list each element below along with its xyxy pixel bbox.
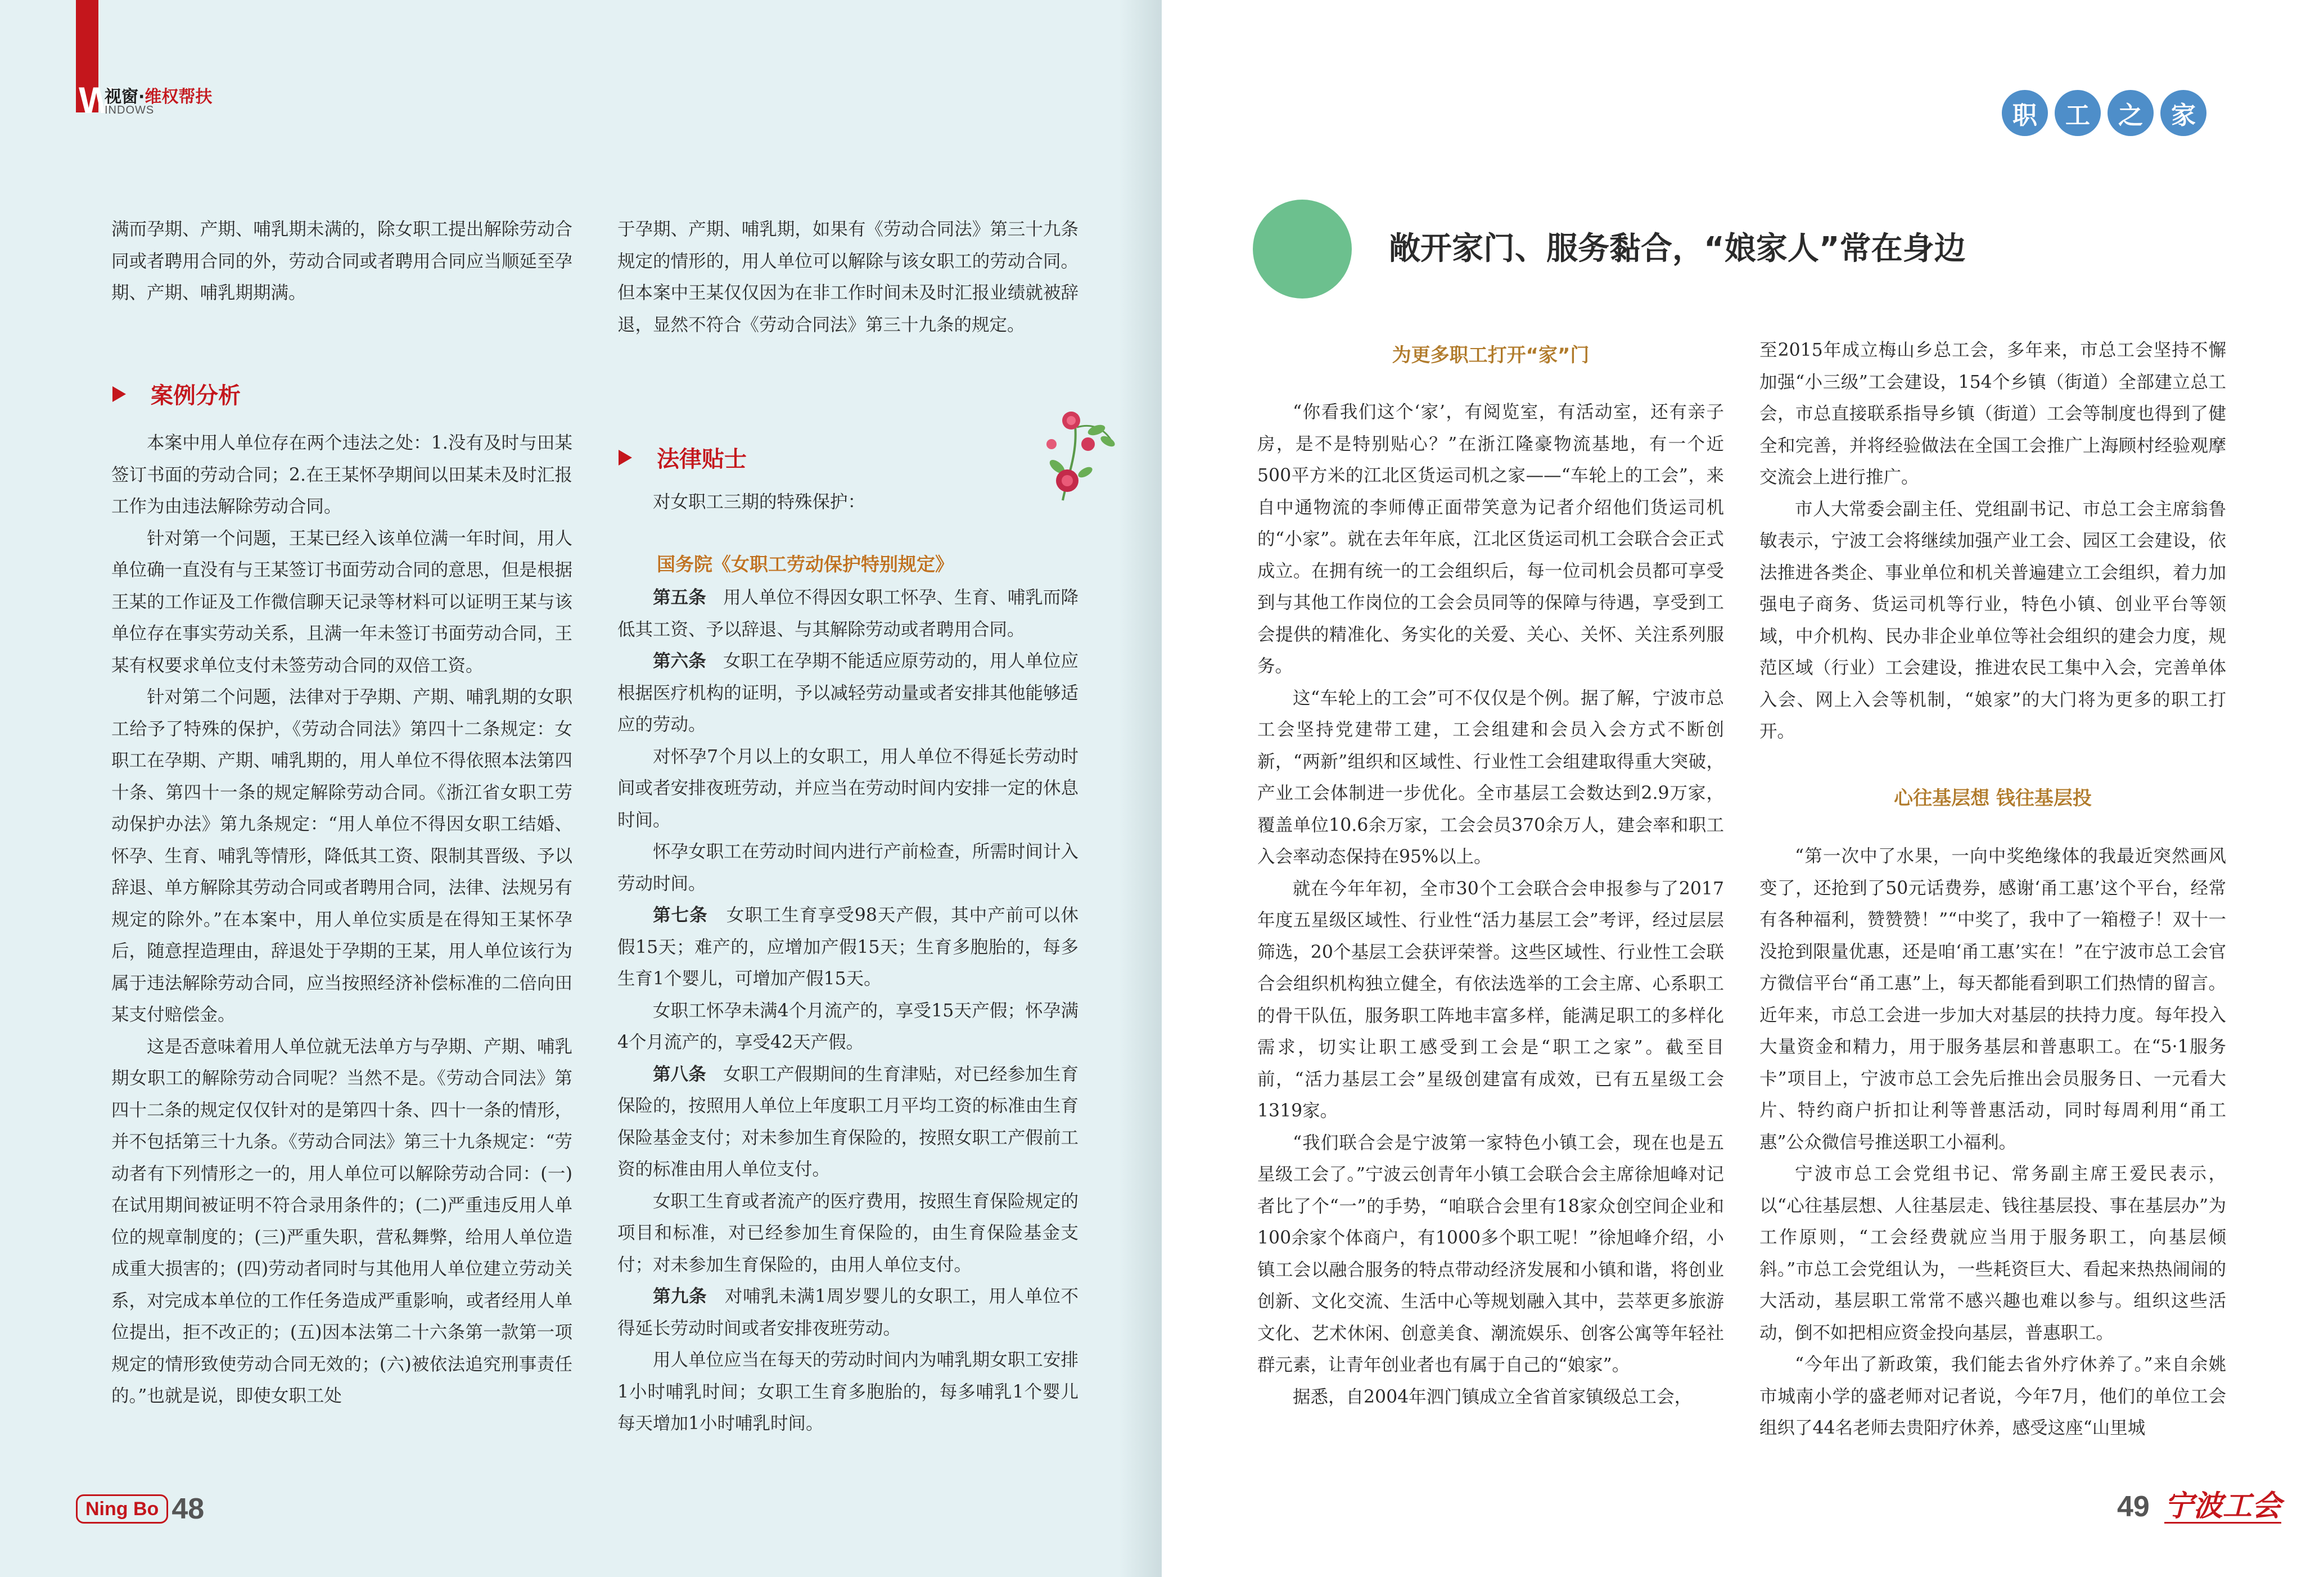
section-tag-initial: W xyxy=(79,79,114,121)
paragraph: 针对第二个问题，法律对于孕期、产期、哺乳期的女职工给予了特殊的保护，《劳动合同法》第四十二条规定：女职工在孕期、产期、哺乳期的，用人单位不得依照本法第四十条、第四十一条的规定解除劳动合同。《浙江省女职工劳动保护办法》第九条规定：“用人单位不得因女职工结婚、怀孕、生育、哺乳等情形，降低其工资、限制其晋级、予以辞退、单方解除其劳动合同或者聘用合同，法律、法规另有规定的除外。”在本案中，用人单位实质是在得知王某怀孕后，随意捏造理由，辞退处于孕期的王某，用人单位该行为属于违法解除劳动合同，应当按照经济补偿标准的二倍向田某支付赔偿金。 xyxy=(111,687,572,1025)
right-col-2-top xyxy=(1759,335,2226,748)
left-col-1-top xyxy=(111,214,572,309)
paragraph: 本案中用人单位存在两个违法之处：1.没有及时与田某签订书面的劳动合同；2.在王某怀孕期间以田某未及时汇报工作为由违法解除劳动合同。 xyxy=(111,433,572,517)
article-paragraph xyxy=(617,582,1078,645)
paragraph: 市人大常委会副主任、党组副书记、市总工会主席翁鲁敏表示，宁波工会将继续加强产业工会、园区工会建设，依法推进各类企、事业单位和机关普遍建立工会组织，着力加强电子商务、货运司机等行业，特色小镇、创业平台等领域，中介机构、民办非企业单位等社会组织的建会力度，规范区域（行业）工会建设，推进农民工集中入会，完善单体入会、网上入会等机制，“娘家”的大门将为更多的职工打开。 xyxy=(1759,499,2226,742)
triangle-bullet-icon xyxy=(619,450,632,466)
tagline-char: 职 xyxy=(2002,90,2048,136)
left-col-2-articles xyxy=(617,582,1078,1440)
tagline-char: 家 xyxy=(2160,90,2206,136)
paragraph: 女职工怀孕未满4个月流产的，享受15天产假；怀孕满4个月流产的，享受42天产假。 xyxy=(617,1000,1078,1052)
page-number: 48 xyxy=(172,1493,205,1525)
tagline-char: 工 xyxy=(2055,90,2101,136)
paragraph: 怀孕女职工在劳动时间内进行产前检查，所需时间计入劳动时间。 xyxy=(617,842,1078,894)
paragraph: 针对第一个问题，王某已经入该单位满一年时间，用人单位确一直没有与王某签订书面劳动合同的意思，但是根据王某的工作证及工作微信聊天记录等材料可以证明王某与该单位存在事实劳动关系，且满一年未签订书面劳动合同，王某有权要求单位支付未签劳动合同的双倍工资。 xyxy=(111,528,572,676)
article-text: 女职工产假期间的生育津贴，对已经参加生育保险的，按照用人单位上年度职工月平均工资的标准由生育保险基金支付；对未参加生育保险的，按照女职工产假前工资的标准由用人单位支付。 xyxy=(617,1064,1078,1180)
article-lead: 第八条 xyxy=(653,1063,706,1085)
paragraph: 宁波市总工会党组书记、常务副主席王爱民表示，以“心往基层想、人往基层走、钱往基层投、事在基层办”为工作原则，“工会经费就应当用于服务职工，向基层倾斜。”市总工会党组认为，一些耗资巨大、看起来热热闹闹的大活动，基层职工常常不感兴趣也难以参与。组织这些活动，倒不如把相应资金投向基层，普惠职工。 xyxy=(1759,1164,2226,1343)
paragraph: “今年出了新政策，我们能去省外疗休养了。”来自余姚市城南小学的盛老师对记者说，今年7月，他们的单位工会组织了44名老师去贵阳疗休养，感受这座“山里城 xyxy=(1759,1354,2226,1438)
brand-badge: Ning Bo xyxy=(76,1494,168,1524)
heading-text: 法律贴士 xyxy=(657,446,747,472)
case-analysis-heading xyxy=(112,378,241,410)
spine-shadow xyxy=(1119,0,1162,1577)
left-col-1-body xyxy=(111,427,572,1412)
paragraph: 至2015年成立梅山乡总工会，多年来，市总工会坚持不懈加强“小三级”工会建设，154个乡镇（街道）全部建立总工会，市总直接联系指导乡镇（街道）工会等制度也得到了健全和完善，并将经验做法在全国工会推广上海顾村经验观摩交流会上进行推广。 xyxy=(1759,340,2226,487)
triangle-bullet-icon xyxy=(112,386,126,402)
paragraph: 满而孕期、产期、哺乳期未满的，除女职工提出解除劳动合同或者聘用合同的外，劳动合同或者聘用合同应当顺延至孕期、产期、哺乳期期满。 xyxy=(111,219,572,303)
article-lead: 第七条 xyxy=(653,905,708,925)
article-text: 用人单位不得因女职工怀孕、生育、哺乳而降低其工资、予以辞退、与其解除劳动或者聘用合同。 xyxy=(617,588,1078,640)
article-lead: 第九条 xyxy=(653,1286,707,1307)
paragraph: 于孕期、产期、哺乳期，如果有《劳动合同法》第三十九条规定的情形的，用人单位可以解除与该女职工的劳动合同。但本案中王某仅仅因为在非工作时间未及时汇报业绩就被辞退，显然不符合《劳动合同法》第三十九条的规定。 xyxy=(617,219,1078,335)
regulation-title: 国务院《女职工劳动保护特别规定》 xyxy=(657,553,954,575)
right-page xyxy=(1162,0,2324,1577)
tagline-char: 之 xyxy=(2108,90,2154,136)
article-lead: 第六条 xyxy=(653,650,706,671)
legal-tips-heading xyxy=(619,441,747,473)
paragraph: “我们联合会是宁波第一家特色小镇工会，现在也是五星级工会了。”宁波云创青年小镇工会联合会主席徐旭峰对记者比了个“一”的手势，“咱联合会里有18家众创空间企业和100余家个体商户，有1000多个职工呢！”徐旭峰介绍，小镇工会以融合服务的特点带动经济发展和小镇和谐，将创业创新、文化交流、生活中心等规划融入其中，芸萃更多旅游文化、艺术休闲、创意美食、潮流娱乐、创客公寓等年轻社群元素，让青年创业者也有属于自己的“娘家”。 xyxy=(1257,1132,1724,1375)
article-text: 女职工生育享受98天产假，其中产前可以休假15天；难产的，应增加产假15天；生育多胞胎的，每多生育1个婴儿，可增加产假15天。 xyxy=(617,905,1078,989)
article-paragraph xyxy=(617,900,1078,995)
article-text: 对哺乳未满1周岁婴儿的女职工，用人单位不得延长劳动时间或者安排夜班劳动。 xyxy=(617,1286,1078,1339)
section-tag-subtitle: INDOWS xyxy=(105,104,155,116)
article-lead: 第五条 xyxy=(653,587,706,608)
left-col-2-top xyxy=(617,214,1078,341)
article-paragraph xyxy=(617,645,1078,741)
paragraph: 对女职工三期的特殊保护： xyxy=(653,492,866,512)
paragraph: “你看我们这个‘家’，有阅览室，有活动室，还有亲子房，是不是特别贴心？”在浙江隆豪物流基地，有一个近500平方米的江北区货运司机之家——“车轮上的工会”，来自中通物流的李师傅正面带笑意为记者介绍他们货运司机的“小家”。就在去年年底，江北区货运司机工会联合会正式成立。在拥有统一的工会组织后，每一位司机会员都可享受到与其他工作岗位的工会会员同等的保障与待遇，享受到工会提供的精准化、务实化的关爱、关心、关怀、关注系列服务。 xyxy=(1257,402,1724,676)
article-title: 敞开家门、服务黏合，“娘家人”常在身边 xyxy=(1389,231,1966,267)
section-tag-title-accent: 维权帮扶 xyxy=(145,87,213,107)
paragraph: 这“车轮上的工会”可不仅仅是个例。据了解，宁波市总工会坚持党建带工建，工会组建和会员入会方式不断创新，“两新”组织和区域性、行业性工会组建取得重大突破，产业工会体制进一步优化。全市基层工会数达到2.9万家，覆盖单位10.6余万家，工会会员370余万人，建会率和职工入会率动态保持在95%以上。 xyxy=(1257,688,1724,867)
magazine-logo: 宁波工会 xyxy=(2164,1489,2281,1523)
page-number: 49 xyxy=(2117,1490,2150,1524)
right-col-2-body xyxy=(1759,841,2226,1444)
paragraph: 用人单位应当在每天的劳动时间内为哺乳期女职工安排1小时哺乳时间；女职工生育多胞胎的，每多哺乳1个婴儿每天增加1小时哺乳时间。 xyxy=(617,1350,1078,1434)
paragraph: “第一次中了水果，一向中奖绝缘体的我最近突然画风变了，还抢到了50元话费券，感谢‘甬工惠’这个平台，经常有各种福利，赞赞赞！”“中奖了，我中了一箱橙子！双十一没抢到限量优惠，还是咱‘甬工惠’实在！”在宁波市总工会官方微信平台“甬工惠”上，每天都能看到职工们热情的留言。近年来，市总工会进一步加大对基层的扶持力度。每年投入大量资金和精力，用于服务基层和普惠职工。在“5·1服务卡”项目上，宁波市总工会先后推出会员服务日、一元看大片、特约商户折扣让利等普惠活动，同时每周利用“甬工惠”公众微信号推送职工小福利。 xyxy=(1759,846,2226,1153)
paragraph: 对怀孕7个月以上的女职工，用人单位不得延长劳动时间或者安排夜班劳动，并应当在劳动时间内安排一定的休息时间。 xyxy=(617,746,1078,830)
right-col-1-body xyxy=(1257,396,1724,1413)
paragraph: 女职工生育或者流产的医疗费用，按照生育保险规定的项目和标准，对已经参加生育保险的，由生育保险基金支付；对未参加生育保险的，由用人单位支付。 xyxy=(617,1191,1078,1275)
paragraph: 就在今年年初，全市30个工会联合会申报参与了2017年度五星级区域性、行业性“活力基层工会”考评，经过层层筛选，20个基层工会获评荣誉。这些区域性、行业性工会联合会组织机构独立健全，有依法选举的工会主席、心系职工的骨干队伍，服务职工阵地丰富多样，能满足职工的多样化需求，切实让职工感受到工会是“职工之家”。截至目前，“活力基层工会”星级创建富有成效，已有五星级工会1319家。 xyxy=(1257,878,1724,1121)
title-circle-decoration xyxy=(1253,200,1352,299)
article-paragraph xyxy=(617,1281,1078,1344)
section-tag-title-prefix: 视窗· xyxy=(105,87,145,107)
subheading: 为更多职工打开“家”门 xyxy=(1392,344,1590,367)
left-col-2-body xyxy=(617,486,1078,518)
heading-text: 案例分析 xyxy=(151,383,241,409)
article-text: 女职工在孕期不能适应原劳动的，用人单位应根据医疗机构的证明，予以减轻劳动量或者安排其他能够适应的劳动。 xyxy=(617,651,1078,735)
paragraph: 这是否意味着用人单位就无法单方与孕期、产期、哺乳期女职工的解除劳动合同呢？当然不是。《劳动合同法》第四十二条的规定仅仅针对的是第四十条、四十一条的情形，并不包括第三十九条。《劳动合同法》第三十九条规定：“劳动者有下列情形之一的，用人单位可以解除劳动合同：(一)在试用期间被证明不符合录用条件的；(二)严重违反用人单位的规章制度的；(三)严重失职，营私舞弊，给用人单位造成重大损害的；(四)劳动者同时与其他用人单位建立劳动关系，对完成本单位的工作任务造成严重影响，或者经用人单位提出，拒不改正的；(五)因本法第二十六条第一款第一项规定的情形致使劳动合同无效的；(六)被依法追究刑事责任的。”也就是说，即使女职工处 xyxy=(111,1036,572,1406)
subheading: 心往基层想 钱往基层投 xyxy=(1894,787,2092,810)
column-tagline xyxy=(2002,90,2213,136)
left-folio xyxy=(76,1494,204,1524)
paragraph: 据悉，自2004年泗门镇成立全省首家镇级总工会， xyxy=(1293,1386,1693,1407)
article-paragraph xyxy=(617,1059,1078,1186)
right-folio xyxy=(2117,1490,2281,1524)
